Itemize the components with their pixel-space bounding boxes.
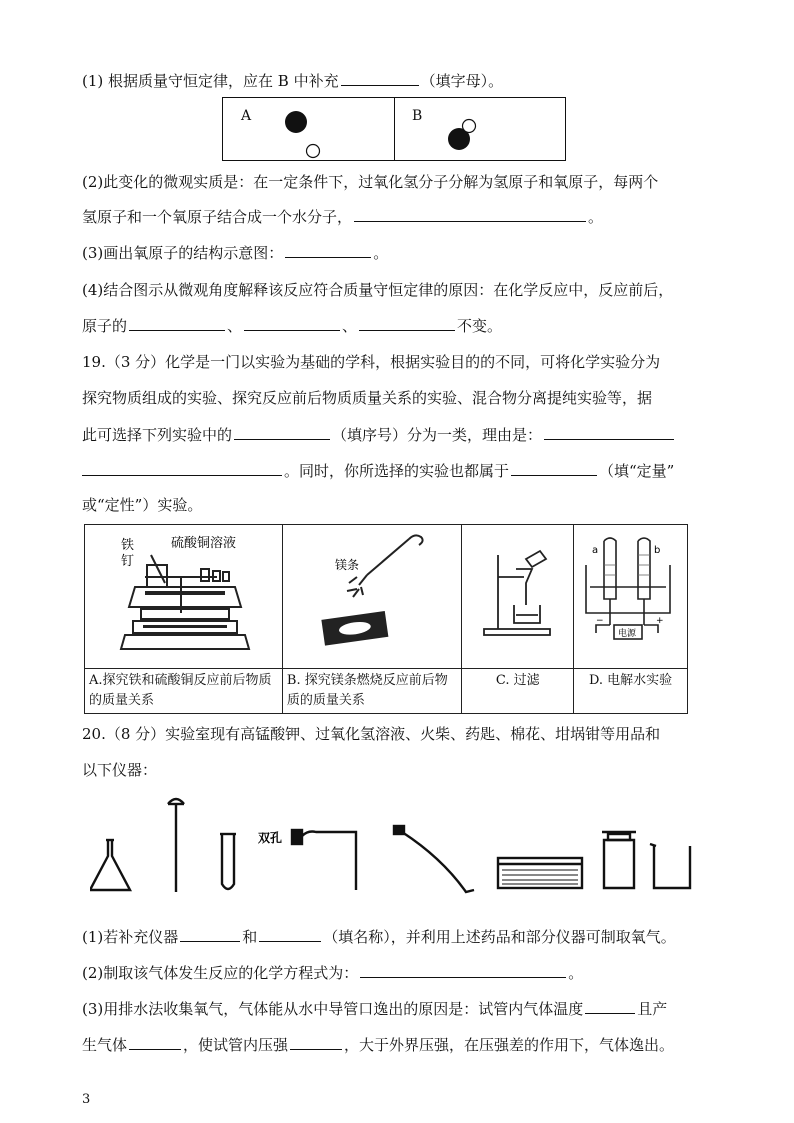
answer-blank[interactable] xyxy=(285,242,371,258)
atom-white xyxy=(307,145,320,158)
electrolysis-figure xyxy=(574,525,684,661)
magnesium-figure xyxy=(283,525,457,661)
q20-text: 和 xyxy=(242,928,258,946)
q18-part4-suffix: 不变。 xyxy=(457,317,503,335)
answer-blank[interactable] xyxy=(244,315,340,331)
answer-blank[interactable] xyxy=(234,424,330,440)
q20-text: （填名称），并利用上述药品和部分仪器可制取氧气。 xyxy=(323,928,676,946)
answer-blank[interactable] xyxy=(585,998,635,1014)
fig-c-cell xyxy=(462,525,574,669)
q19-text: 。同时，你所选择的实验也都属于 xyxy=(284,462,510,480)
q18-part1 xyxy=(82,70,503,91)
punct: 。 xyxy=(588,208,604,226)
q20-line2: 以下仪器： xyxy=(82,761,158,779)
answer-blank[interactable] xyxy=(290,1034,342,1050)
glass-tube xyxy=(402,832,474,892)
answer-blank[interactable] xyxy=(360,962,566,978)
fig-d-power-label: 电源 xyxy=(618,629,637,639)
q20-part1 xyxy=(82,926,676,947)
q18-part1-suffix: （填字母）。 xyxy=(420,72,504,90)
box-b-label: B xyxy=(412,108,423,124)
fig-a-label-nail: 钉 xyxy=(121,554,135,569)
answer-blank[interactable] xyxy=(359,315,455,331)
caption-c xyxy=(462,669,574,714)
caption-a xyxy=(85,669,283,714)
balance-figure xyxy=(85,525,277,661)
q19-text: 此可选择下列实验中的 xyxy=(82,426,233,444)
ab-diagram xyxy=(222,97,566,161)
fig-d-plus: + xyxy=(656,616,664,626)
fig-d-label-a: a xyxy=(592,545,599,556)
gas-collecting-bottle xyxy=(604,840,634,888)
fig-d-cell xyxy=(574,525,688,669)
filtration-figure xyxy=(462,525,570,661)
fig-d-minus: − xyxy=(596,616,604,626)
q19-text: （填序号）分为一类，理由是： xyxy=(332,426,543,444)
atom-white xyxy=(463,120,476,133)
answer-blank[interactable] xyxy=(129,1034,181,1050)
q20-text: 且产 xyxy=(637,1000,668,1018)
answer-blank[interactable] xyxy=(129,315,225,331)
q20-text: (1)若补充仪器 xyxy=(82,928,179,946)
q20-text: ，使试管内压强 xyxy=(183,1036,289,1054)
fig-a-cell xyxy=(85,525,283,669)
q18-part3-text: (3)画出氧原子的结构示意图： xyxy=(82,244,284,262)
fig-a-label-solution: 硫酸铜溶液 xyxy=(171,536,237,551)
answer-blank[interactable] xyxy=(259,926,321,942)
q19-text: （填“定量” xyxy=(599,462,675,480)
q20-text: (3)用排水法收集氧气，气体能从水中导管口逸出的原因是：试管内气体温度 xyxy=(82,1000,584,1018)
q18-part2-line2 xyxy=(82,206,603,227)
q20-part3-line2 xyxy=(82,1034,674,1055)
q18-part2-text: 氢原子和一个氧原子结合成一个水分子， xyxy=(82,208,353,226)
q19-line4 xyxy=(82,460,674,481)
q19-line2: 探究物质组成的实验、探究反应前后物质质量关系的实验、混合物分离提纯实验等，据 xyxy=(82,389,653,407)
punct: 。 xyxy=(373,244,389,262)
q18-part3 xyxy=(82,242,388,263)
atom-black xyxy=(285,111,307,133)
q20-part2 xyxy=(82,962,583,983)
q18-part4-text: 原子的 xyxy=(82,317,128,335)
answer-blank[interactable] xyxy=(354,206,586,222)
q20-line1: 20.（8 分）实验室现有高锰酸钾、过氧化氢溶液、火柴、药匙、棉花、坩埚钳等用品和 xyxy=(82,725,661,743)
caption-d-text: D. 电解水实验 xyxy=(588,673,673,688)
q19-line5: 或“定性”）实验。 xyxy=(82,496,203,514)
test-tube xyxy=(222,834,234,889)
page-number: 3 xyxy=(82,1092,91,1107)
experiment-table xyxy=(84,524,688,714)
q18-part4-line1: (4)结合图示从微观角度解释该反应符合质量守恒定律的原因：在化学反应中，反应前后， xyxy=(82,281,674,299)
fig-b-label: 镁条 xyxy=(334,558,359,572)
beaker xyxy=(654,846,690,888)
caption-c-text: C. 过滤 xyxy=(495,673,540,688)
q19-line3 xyxy=(82,424,676,445)
two-hole-stopper xyxy=(292,830,302,844)
answer-blank[interactable] xyxy=(82,460,282,476)
answer-blank[interactable] xyxy=(341,70,419,86)
caption-d xyxy=(574,669,688,714)
q18-part1-text: (1) 根据质量守恒定律，应在 B 中补充 xyxy=(82,72,339,90)
caption-b-text: B. 探究镁条燃烧反应前后物质的质量关系 xyxy=(286,673,448,708)
q20-part3-line1 xyxy=(82,998,667,1019)
q18-part2-line1: (2)此变化的微观实质是：在一定条件下，过氧化氢分子分解为氢原子和氧原子，每两个 xyxy=(82,173,659,191)
conical-flask xyxy=(90,840,130,890)
stopper-label: 双孔 xyxy=(258,831,283,845)
separator: 、 xyxy=(342,317,358,335)
q20-text: ，大于外界压强，在压强差的作用下，气体逸出。 xyxy=(344,1036,675,1054)
answer-blank[interactable] xyxy=(544,424,674,440)
caption-a-text: A.探究铁和硫酸铜反应前后物质的质量关系 xyxy=(89,673,272,708)
answer-blank[interactable] xyxy=(180,926,240,942)
q20-text: 生气体 xyxy=(82,1036,128,1054)
caption-b xyxy=(282,669,461,714)
answer-blank[interactable] xyxy=(511,460,597,476)
apparatus-row xyxy=(90,790,710,900)
fig-b-cell xyxy=(282,525,461,669)
fig-a-label-iron: 铁 xyxy=(121,538,135,553)
fig-d-label-b: b xyxy=(654,545,661,556)
particle-model xyxy=(223,98,565,160)
bent-delivery-tube xyxy=(302,832,356,891)
punct: 。 xyxy=(568,964,584,982)
q19-line1: 19.（3 分）化学是一门以实验为基础的学科，根据实验目的的不同，可将化学实验分为 xyxy=(82,353,661,371)
q18-part4-line2 xyxy=(82,315,502,336)
separator: 、 xyxy=(227,317,243,335)
q20-text: (2)制取该气体发生反应的化学方程式为： xyxy=(82,964,359,982)
box-a-label: A xyxy=(241,108,252,124)
